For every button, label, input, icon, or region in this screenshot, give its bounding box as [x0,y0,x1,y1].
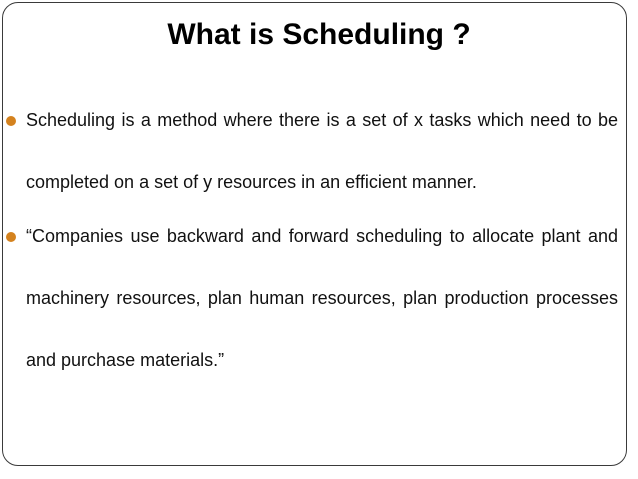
slide-title: What is Scheduling ? [167,18,471,51]
bullet-text: “Companies use backward and forward scheduling to allocate plant and machinery resources, plan human resources, plan production processes and purchase materials.” [26,226,618,370]
bullet-item [6,205,618,391]
bullet-item [6,89,618,213]
bullet-marker-icon [6,232,16,242]
bullet-text: Scheduling is a method where there is a set of x tasks which need to be completed on a set of y resources in an efficient manner. [26,110,618,192]
bullet-marker-icon [6,116,16,126]
